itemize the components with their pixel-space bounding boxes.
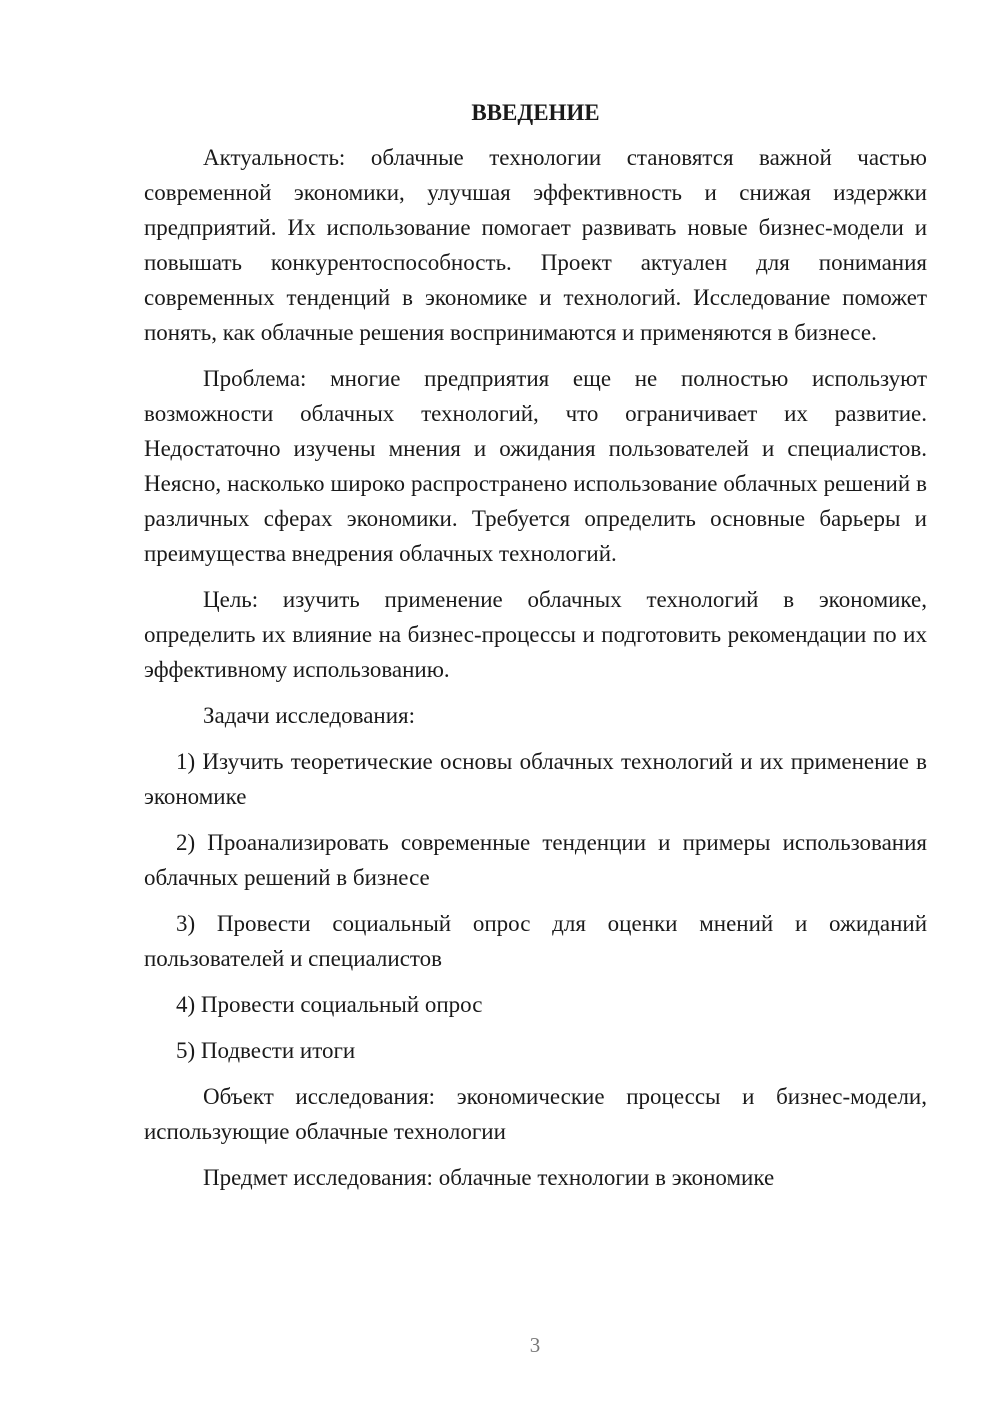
tasks-heading: Задачи исследования: [203, 703, 416, 728]
research-subject-paragraph: Предмет исследования: облачные технологии в экономике [203, 1165, 775, 1190]
page-number: 3 [529, 1333, 541, 1357]
task-item: 2) Проанализировать современные тенденции и примеры использования облачных решений в бизнесе [144, 830, 927, 890]
problem-paragraph: Проблема: многие предприятия еще не полностью используют возможности облачных технологий, что ограничивает их развитие. Недостаточно изучены мнения и ожидания пользователей и специалистов. Неясно, насколько широко распространено использование облачных решений в различных сферах экономики. Требуется определить основные барьеры и преимущества внедрения облачных технологий. [144, 366, 927, 566]
task-item: 4) Провести социальный опрос [176, 992, 483, 1017]
task-item: 1) Изучить теоретические основы облачных технологий и их применение в экономике [144, 749, 927, 809]
research-object-paragraph: Объект исследования: экономические процессы и бизнес-модели, использующие облачные технологии [144, 1084, 927, 1144]
task-item: 3) Провести социальный опрос для оценки мнений и ожиданий пользователей и специалистов [144, 911, 927, 971]
page-content [144, 95, 927, 1206]
relevance-paragraph: Актуальность: облачные технологии становятся важной частью современной экономики, улучшая эффективность и снижая издержки предприятий. Их использование помогает развивать новые бизнес-модели и повышать конкурентоспособность. Проект актуален для понимания современных тенденций в экономике и технологий. Исследование поможет понять, как облачные решения воспринимаются и применяются в бизнесе. [144, 145, 927, 345]
task-item: 5) Подвести итоги [176, 1038, 356, 1063]
section-title: ВВЕДЕНИЕ [471, 100, 600, 125]
goal-paragraph: Цель: изучить применение облачных технологий в экономике, определить их влияние на бизнес-процессы и подготовить рекомендации по их эффективному использованию. [144, 587, 927, 682]
